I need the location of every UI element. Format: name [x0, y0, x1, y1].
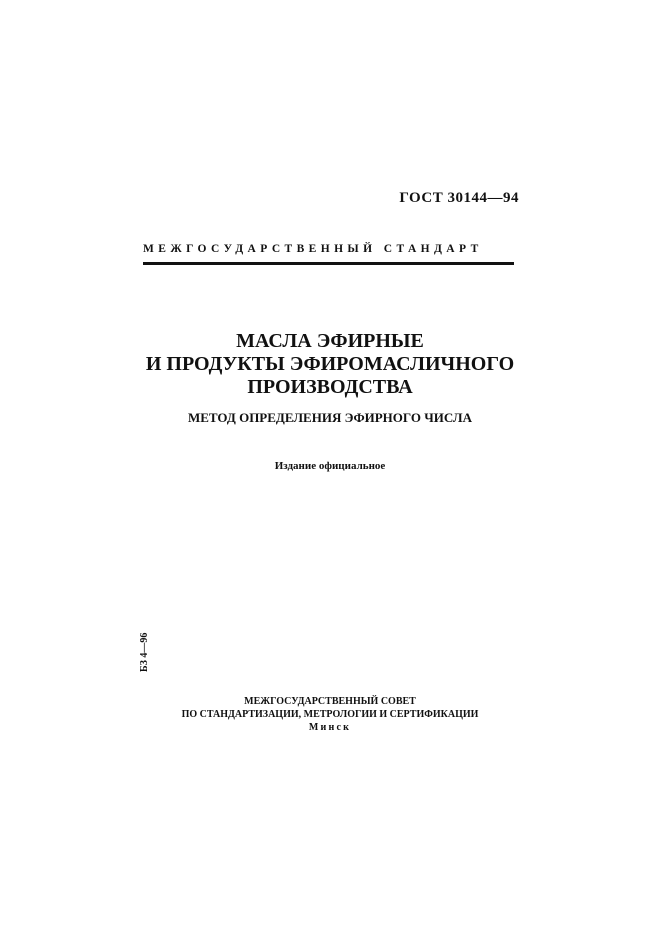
publisher-line-1: МЕЖГОСУДАРСТВЕННЫЙ СОВЕТ: [244, 696, 416, 707]
document-title: [120, 330, 540, 399]
side-catalog-code: БЗ 4—96: [139, 632, 150, 672]
publisher-line-2: ПО СТАНДАРТИЗАЦИИ, МЕТРОЛОГИИ И СЕРТИФИКАЦИИ: [181, 709, 479, 720]
heading-rule: [143, 262, 514, 265]
document-subtitle: МЕТОД ОПРЕДЕЛЕНИЯ ЭФИРНОГО ЧИСЛА: [187, 410, 473, 425]
standard-number: ГОСТ 30144—94: [399, 190, 519, 206]
title-line-3: ПРОИЗВОДСТВА: [247, 376, 413, 398]
publisher-city: Минск: [308, 722, 352, 733]
title-line-2: И ПРОДУКТЫ ЭФИРОМАСЛИЧНОГО: [145, 353, 515, 375]
standard-type-heading: МЕЖГОСУДАРСТВЕННЫЙ СТАНДАРТ: [143, 243, 483, 255]
edition-label: Издание официальное: [274, 460, 386, 472]
title-line-1: МАСЛА ЭФИРНЫЕ: [236, 330, 424, 352]
publisher-block: [140, 695, 520, 734]
